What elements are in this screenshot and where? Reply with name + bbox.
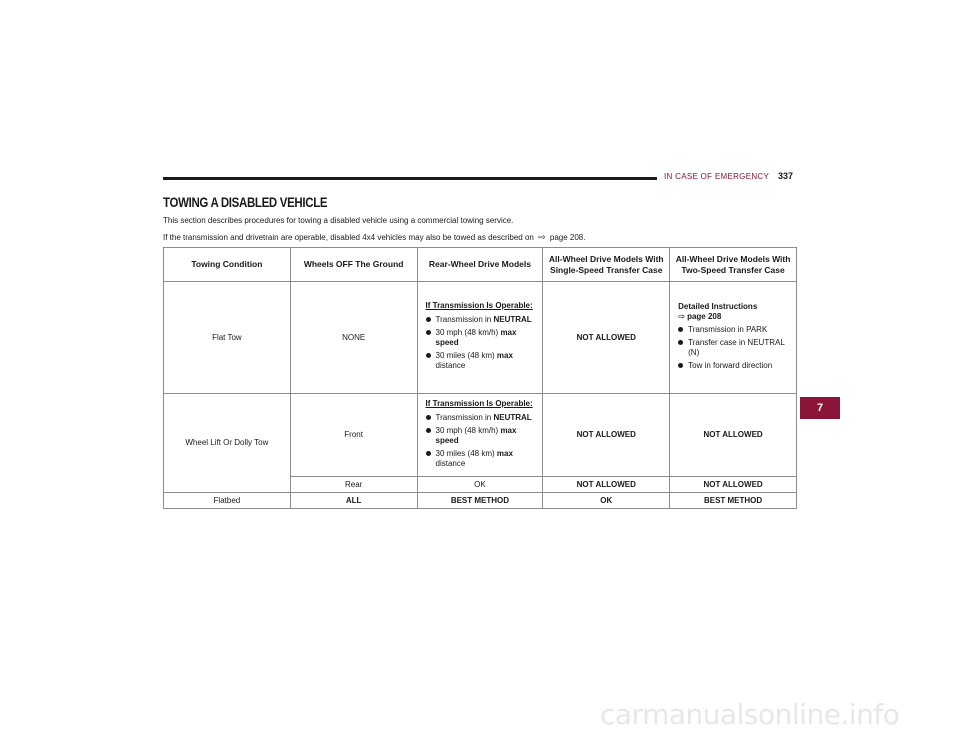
cell-rwd-instructions: [417, 394, 543, 477]
watermark: carmanualsonline.info: [600, 698, 900, 731]
page-reference-link[interactable]: page 208: [687, 311, 722, 321]
table-row-flat-tow: [164, 282, 797, 394]
instruction-list: [426, 413, 539, 469]
list-item: 30 mph (48 km/h) max speed: [426, 328, 539, 348]
intro-paragraph: This section describes procedures for towing a disabled vehicle using a commercial towing service.: [163, 216, 514, 225]
cell-condition: Wheel Lift Or Dolly Tow: [164, 394, 291, 493]
list-item: 30 miles (48 km) max distance: [426, 351, 539, 371]
cell-condition: Flatbed: [164, 493, 291, 509]
header-wheels-off-ground: Wheels OFF The Ground: [290, 248, 417, 282]
page-reference-arrow-icon: ⇨: [678, 311, 685, 321]
list-item: Transfer case in NEUTRAL (N): [678, 338, 792, 358]
header-awd-two-speed: All-Wheel Drive Models With Two-Speed Transfer Case: [670, 248, 797, 282]
instruction-list: [426, 315, 539, 371]
chapter-tab: 7: [800, 397, 840, 419]
cell-awd-two: BEST METHOD: [670, 493, 797, 509]
cell-awd-two-instructions: [670, 282, 797, 394]
condition-heading: If Transmission Is Operable:: [425, 301, 533, 310]
cell-awd-two: NOT ALLOWED: [670, 394, 797, 477]
header-section-title: IN CASE OF EMERGENCY: [664, 172, 770, 181]
page-reference[interactable]: [678, 312, 792, 322]
page-reference-link[interactable]: page 208.: [549, 233, 586, 242]
header-awd-single-speed: All-Wheel Drive Models With Single-Speed Transfer Case: [543, 248, 670, 282]
table-header-row: [164, 248, 797, 282]
page-title: TOWING A DISABLED VEHICLE: [163, 194, 328, 210]
list-item: Transmission in NEUTRAL: [426, 315, 539, 325]
page-number: 337: [778, 171, 794, 181]
condition-heading: If Transmission Is Operable:: [425, 398, 533, 408]
reference-paragraph-text: If the transmission and drivetrain are operable, disabled 4x4 vehicles may also be towed as described on: [163, 233, 534, 242]
instruction-list: [678, 325, 792, 371]
cell-wheels: Front: [290, 394, 417, 477]
cell-awd-single: NOT ALLOWED: [543, 394, 670, 477]
table-row-wheel-lift-front: [164, 394, 797, 477]
cell-awd-single: OK: [543, 493, 670, 509]
list-item: 30 mph (48 km/h) max speed: [426, 426, 539, 446]
header-rear-wheel-drive: Rear-Wheel Drive Models: [417, 248, 543, 282]
cell-wheels: NONE: [290, 282, 417, 394]
cell-condition: Flat Tow: [164, 282, 291, 394]
cell-wheels: Rear: [290, 477, 417, 493]
towing-table: [163, 247, 797, 509]
header-rule: [163, 177, 657, 180]
page-reference-arrow-icon: ⇨: [538, 232, 546, 242]
header-towing-condition: Towing Condition: [164, 248, 291, 282]
cell-awd-single: NOT ALLOWED: [543, 477, 670, 493]
cell-rwd-instructions: [417, 282, 543, 394]
detailed-instructions-heading: Detailed Instructions: [678, 301, 758, 311]
cell-awd-single: NOT ALLOWED: [543, 282, 670, 394]
cell-awd-two: NOT ALLOWED: [670, 477, 797, 493]
table-row-flatbed: [164, 493, 797, 509]
list-item: Transmission in PARK: [678, 325, 792, 335]
cell-rwd: OK: [417, 477, 543, 493]
list-item: Transmission in NEUTRAL: [426, 413, 539, 423]
list-item: Tow in forward direction: [678, 361, 792, 371]
list-item: 30 miles (48 km) max distance: [426, 449, 539, 469]
reference-paragraph: [163, 232, 585, 243]
cell-rwd: BEST METHOD: [417, 493, 543, 509]
cell-wheels: ALL: [290, 493, 417, 509]
